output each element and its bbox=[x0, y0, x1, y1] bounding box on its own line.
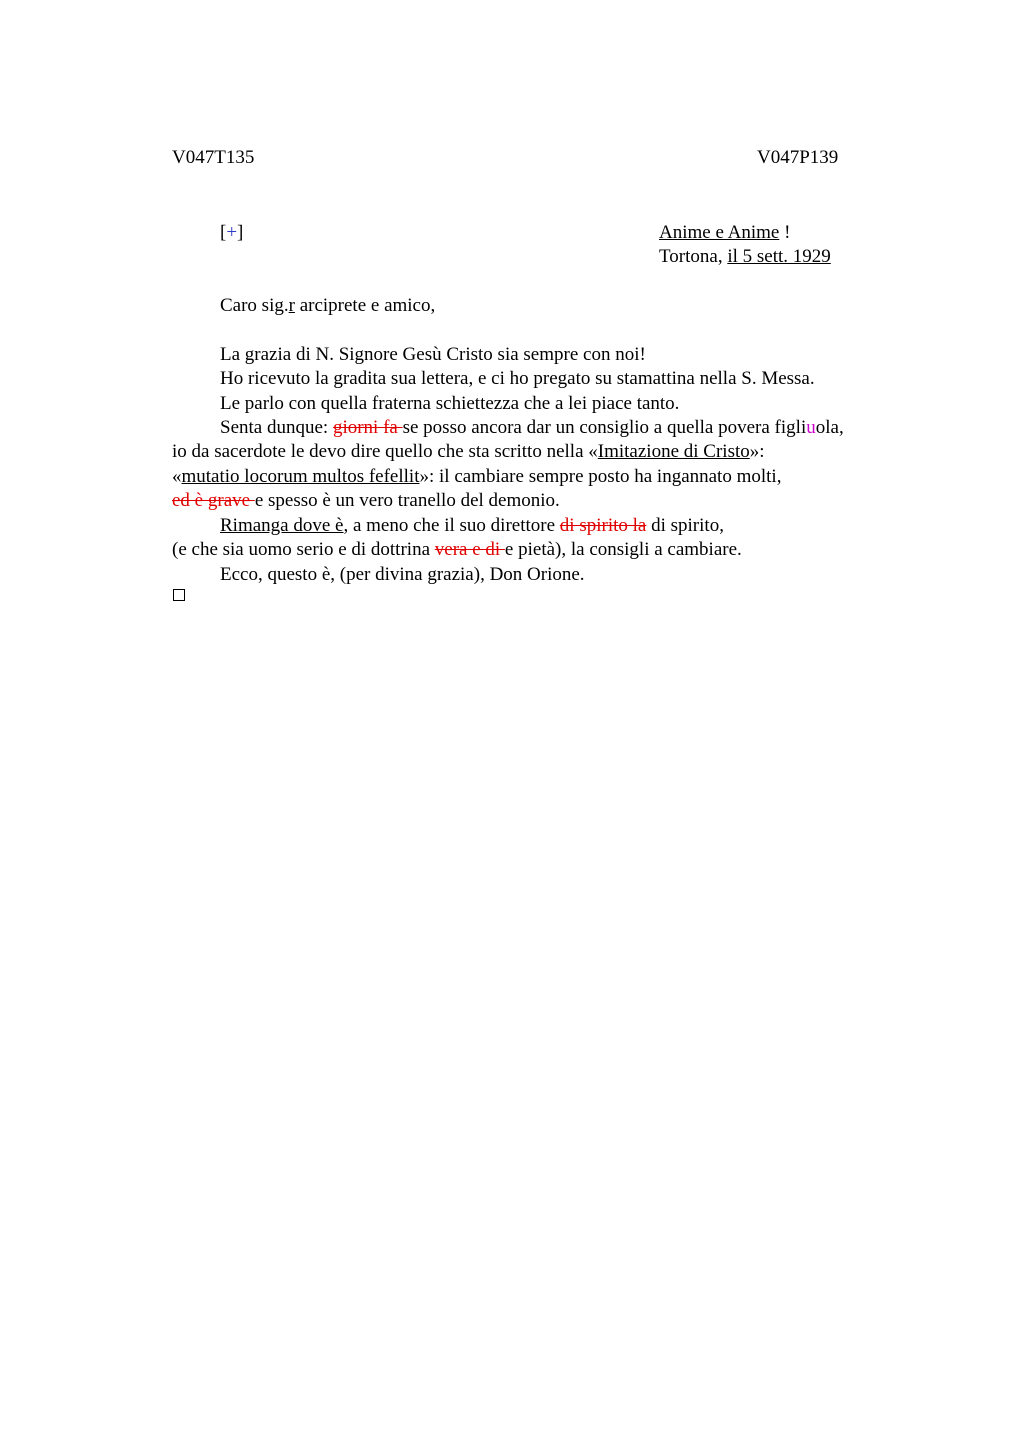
body-line-3: Le parlo con quella fraterna schiettezza che a lei piace tanto. bbox=[220, 393, 680, 414]
deletion-text: di spirito la bbox=[559, 515, 647, 536]
body-line-9-b: e pietà), la consigli a cambiare. bbox=[504, 539, 742, 560]
body-line-1: La grazia di N. Signore Gesù Cristo sia sempre con noi! bbox=[220, 344, 646, 365]
deletion-text: ed è grave bbox=[172, 490, 255, 511]
salutation-a: Caro sig. bbox=[220, 295, 289, 316]
body-line-8-a: , a meno che il suo direttore bbox=[343, 515, 560, 536]
signature-line: Ecco, questo è, (per divina grazia), Don Orione. bbox=[220, 564, 585, 585]
cross-close: ] bbox=[237, 222, 244, 243]
cross-mark bbox=[220, 221, 243, 245]
insertion-text: u bbox=[806, 417, 816, 438]
body-line-8 bbox=[220, 514, 724, 538]
letter-place-date bbox=[659, 245, 831, 269]
body-line-8-underlined: Rimanga dove è bbox=[220, 515, 344, 536]
header-left-code: V047T135 bbox=[172, 147, 255, 168]
body-line-5 bbox=[172, 440, 765, 464]
body-line-4-c: ola, bbox=[815, 417, 844, 438]
salutation-b: r bbox=[288, 295, 295, 316]
cross-open: [ bbox=[220, 222, 227, 243]
body-line-9-a: (e che sia uomo serio e di dottrina bbox=[172, 539, 435, 560]
body-line-4 bbox=[220, 416, 844, 440]
salutation-c: arciprete e amico, bbox=[294, 295, 436, 316]
header-right-code: V047P139 bbox=[757, 147, 839, 168]
deletion-text: giorni fa bbox=[332, 417, 403, 438]
body-line-4-a: Senta dunque: bbox=[220, 417, 333, 438]
book-title: Imitazione di Cristo bbox=[597, 441, 750, 462]
body-line-4-b: se posso ancora dar un consiglio a quella povera figli bbox=[402, 417, 807, 438]
body-line-7-b: e spesso è un vero tranello del demonio. bbox=[254, 490, 560, 511]
body-line-7 bbox=[172, 489, 560, 513]
body-line-5-a: io da sacerdote le devo dire quello che sta scritto nella « bbox=[172, 441, 598, 462]
salutation bbox=[220, 294, 435, 318]
latin-quote: mutatio locorum multos fefellit bbox=[181, 466, 420, 487]
body-line-6-b: »: il cambiare sempre posto ha ingannato molti, bbox=[419, 466, 782, 487]
body-line-6 bbox=[172, 465, 781, 489]
letter-place: Tortona, bbox=[659, 246, 728, 267]
letter-title-mark: ! bbox=[779, 222, 791, 243]
body-line-9 bbox=[172, 538, 742, 562]
deletion-text: vera e di bbox=[434, 539, 505, 560]
body-line-2: Ho ricevuto la gradita sua lettera, e ci ho pregato su stamattina nella S. Messa. bbox=[220, 368, 815, 389]
letter-title-text: Anime e Anime bbox=[659, 222, 780, 243]
body-line-6-a: « bbox=[172, 466, 182, 487]
body-line-5-b: »: bbox=[749, 441, 765, 462]
square-outline-icon bbox=[173, 589, 185, 601]
letter-date: il 5 sett. 1929 bbox=[727, 246, 831, 267]
body-line-8-b: di spirito, bbox=[646, 515, 724, 536]
cross-icon: + bbox=[226, 222, 238, 243]
letter-title bbox=[659, 221, 790, 245]
